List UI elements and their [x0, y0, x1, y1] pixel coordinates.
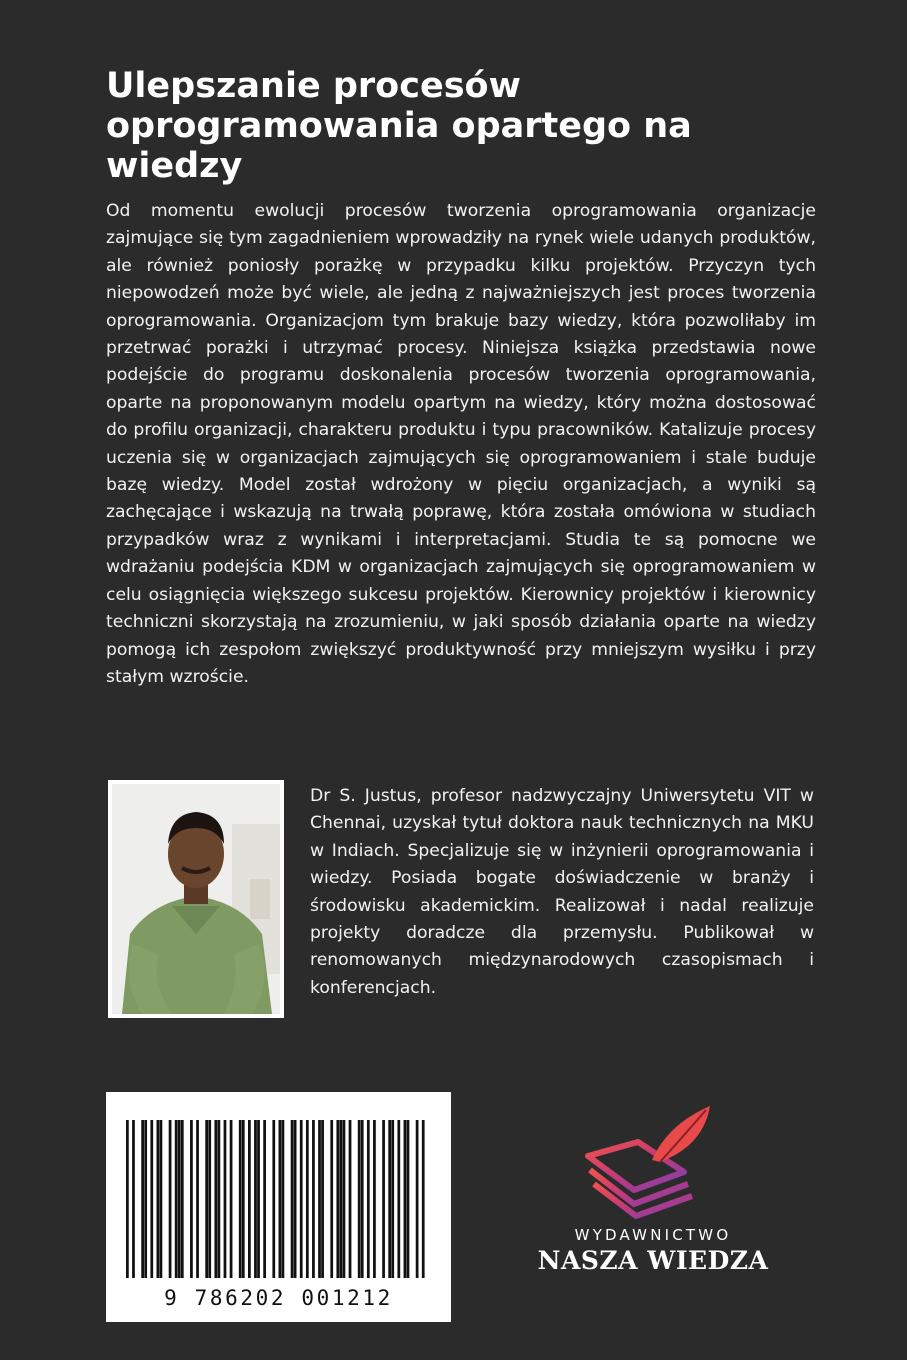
- barcode-bar: [239, 1120, 242, 1278]
- barcode-bar: [214, 1120, 217, 1278]
- barcode-bar: [279, 1120, 282, 1278]
- publisher-logo: [528, 1100, 778, 1290]
- barcode-bar: [382, 1120, 385, 1278]
- author-photo: [108, 780, 284, 1018]
- publisher-line2: NASZA WIEDZA: [537, 1246, 769, 1275]
- barcode-bar: [144, 1120, 147, 1278]
- barcode-bar: [422, 1120, 425, 1278]
- barcode-bar: [196, 1120, 199, 1278]
- barcode-bar: [242, 1120, 245, 1278]
- barcode-bar: [321, 1120, 324, 1278]
- author-portrait-icon: [112, 784, 280, 1014]
- barcode-bar: [150, 1120, 153, 1278]
- barcode-bar: [291, 1120, 294, 1278]
- barcode-bar: [181, 1120, 184, 1278]
- barcode-bar: [132, 1120, 135, 1278]
- barcode-bar: [126, 1120, 129, 1278]
- barcode-bar: [282, 1120, 285, 1278]
- barcode-bar: [404, 1120, 407, 1278]
- barcode-bar: [257, 1120, 260, 1278]
- barcode-bar: [178, 1120, 181, 1278]
- author-bio: Dr S. Justus, profesor nadzwyczajny Uniwersytetu VIT w Chennai, uzyskał tytuł doktora nauk technicznych na MKU w Indiach. Specjalizuje się w inżynierii oprogramowania i wiedzy. Posiada bogate doświadczenie w branży i środowisku akademickim. Realizował i nadal realizuje projekty doradcze dla przemysłu. Publikował w renomowanych międzynarodowych czasopismach i konferencjach.: [310, 786, 814, 998]
- barcode-bar: [157, 1120, 160, 1278]
- barcode-bar: [397, 1120, 400, 1278]
- barcode-bar: [416, 1120, 419, 1278]
- barcode-bar: [388, 1120, 391, 1278]
- barcode-bar: [361, 1120, 364, 1278]
- book-description: Od momentu ewolucji procesów tworzenia oprogramowania organizacje zajmujące się tym zagadnieniem wprowadziły na rynek wiele udanych produktów, ale również poniosły porażkę w przypadku kilku projektów. Przyczyn tych niepowodzeń może być wiele, ale jedną z najważniejszych jest proces tworzenia oprogramowania. Organizacjom tym brakuje bazy wiedzy, która pozwoliłaby im przetrwać porażki i utrzymać procesy. Niniejsza książka przedstawia nowe podejście do programu doskonalenia procesów tworzenia oprogramowania, oparte na proponowanym modelu opartym na wiedzy, który można dostosować do profilu organizacji, charakteru produktu i typu pracowników. Katalizuje procesy uczenia się w organizacjach zajmujących się oprogramowaniem i stale buduje bazę wiedzy. Model został wdrożony w pięciu organizacjach, a wyniki są zachęcające i wskazują na trwałą poprawę, która została omówiona w studiach przypadków wraz z wynikami i interpretacjami. Studia te są pomocne we wdrażaniu podejścia KDM w organizacjach zajmujących się oprogramowaniem w celu osiągnięcia większego sukcesu projektów. Kierownicy projektów i kierownicy techniczni skorzystają na zrozumieniu, w jaki sposób działania oparte na wiedzy pomogą ich zespołom zwiększyć produktywność przy mniejszym wysiłku i przy stałym wzroście.: [106, 201, 816, 687]
- barcode-bar: [254, 1120, 257, 1278]
- book-quill-logo-icon: [580, 1100, 720, 1220]
- book-title: Ulepszanie procesów oprogramowania opartego na wiedzy: [106, 66, 692, 186]
- barcode-digits: 9 786202 001212: [164, 1286, 393, 1310]
- barcode-bar: [340, 1120, 343, 1278]
- barcode-bar: [208, 1120, 211, 1278]
- barcode-bar: [263, 1120, 266, 1278]
- barcode-bar: [248, 1120, 251, 1278]
- barcode-bar: [373, 1120, 376, 1278]
- barcode-bar: [407, 1120, 410, 1278]
- isbn-barcode: [106, 1092, 451, 1322]
- barcode-bar: [306, 1120, 309, 1278]
- barcode-bar: [141, 1120, 144, 1278]
- publisher-line1: WYDAWNICTWO: [574, 1226, 732, 1244]
- barcode-bar: [190, 1120, 193, 1278]
- barcode-bar: [272, 1120, 275, 1278]
- barcode-bar: [312, 1120, 315, 1278]
- barcode-bar: [218, 1120, 221, 1278]
- barcode-bar: [318, 1120, 321, 1278]
- barcode-bar: [358, 1120, 361, 1278]
- barcode-bar: [205, 1120, 208, 1278]
- barcode-bar: [230, 1120, 233, 1278]
- barcode-bar: [224, 1120, 227, 1278]
- barcode-bar: [349, 1120, 352, 1278]
- barcode-bar: [330, 1120, 333, 1278]
- barcode-bar: [300, 1120, 303, 1278]
- barcode-bar: [175, 1120, 178, 1278]
- barcode-bar: [367, 1120, 370, 1278]
- barcode-bar: [336, 1120, 339, 1278]
- barcode-bar: [160, 1120, 163, 1278]
- barcode-bar: [169, 1120, 172, 1278]
- barcode-bar: [391, 1120, 394, 1278]
- barcode-bar: [343, 1120, 346, 1278]
- barcode-bar: [294, 1120, 297, 1278]
